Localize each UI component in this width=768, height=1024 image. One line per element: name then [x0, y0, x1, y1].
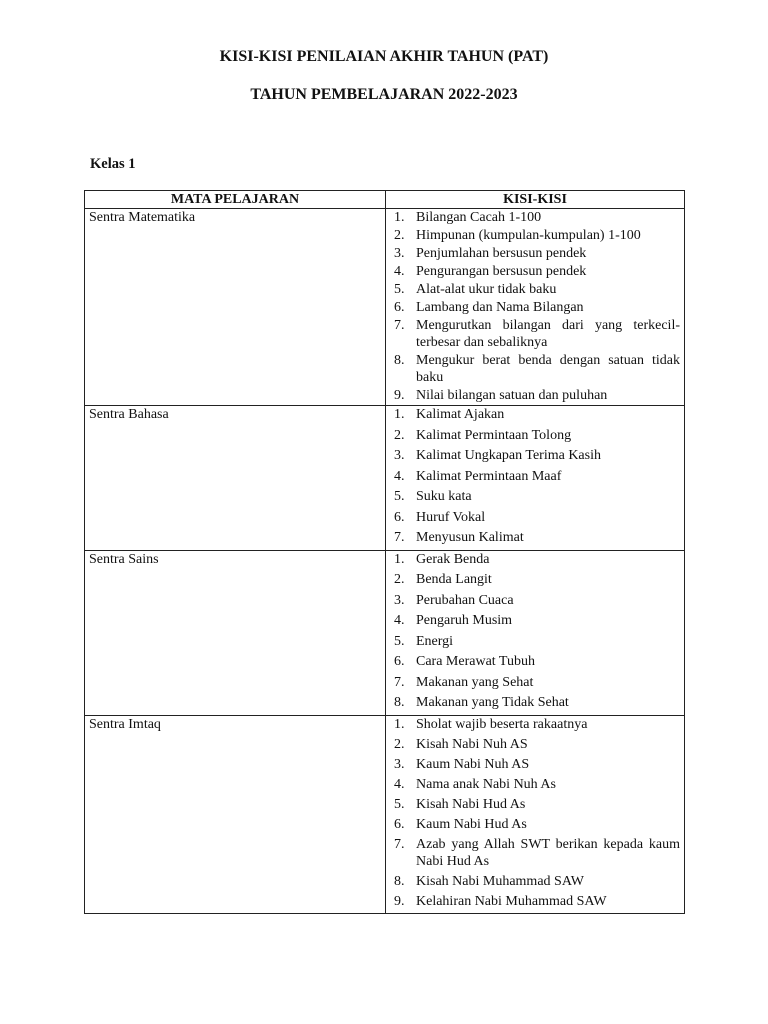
document-subtitle: TAHUN PEMBELAJARAN 2022-2023	[250, 86, 518, 103]
list-item-number: 5.	[394, 633, 405, 649]
list-item-text: Kalimat Ajakan	[416, 407, 505, 422]
list-item	[390, 509, 680, 526]
list-item-number: 1.	[394, 210, 405, 225]
kisi-kisi-cell	[386, 406, 685, 551]
list-item	[390, 893, 680, 910]
list-item	[390, 716, 680, 733]
list-item	[390, 571, 680, 588]
kisi-kisi-table	[84, 190, 685, 914]
list-item	[390, 529, 680, 546]
header-kisi-kisi: KISI-KISI	[386, 191, 685, 209]
list-item-number: 4.	[394, 613, 405, 628]
list-item	[390, 694, 680, 711]
document-title: KISI-KISI PENILAIAN AKHIR TAHUN (PAT)	[219, 48, 549, 65]
list-item-number: 5.	[394, 489, 405, 504]
list-item-text: Suku kata	[416, 489, 472, 504]
list-item-number: 9.	[394, 388, 405, 403]
list-item	[390, 263, 680, 280]
list-item	[390, 387, 680, 404]
list-item-number: 4.	[394, 468, 405, 484]
list-item-text: Kisah Nabi Hud As	[416, 796, 526, 812]
table-row	[85, 406, 685, 551]
list-item-text: Mengukur berat benda dengan satuan tidak baku	[416, 353, 680, 385]
list-item-number: 6.	[394, 816, 405, 832]
list-item-text: Benda Langit	[416, 572, 492, 587]
list-item	[390, 816, 680, 833]
list-item	[390, 427, 680, 444]
table-row	[85, 209, 685, 406]
list-item	[390, 299, 680, 316]
list-item-text: Penjumlahan bersusun pendek	[416, 246, 587, 261]
list-item-number: 6.	[394, 654, 405, 669]
list-item-text: Gerak Benda	[416, 551, 490, 567]
list-item-number: 7.	[394, 674, 405, 690]
list-item-text: Bilangan Cacah 1-100	[416, 210, 542, 225]
list-item-number: 4.	[394, 264, 405, 279]
list-item-number: 1.	[394, 716, 405, 732]
list-item	[390, 227, 680, 244]
list-item-number: 5.	[394, 796, 405, 812]
kisi-kisi-list	[390, 209, 680, 404]
kisi-kisi-cell	[386, 209, 685, 406]
list-item-text: Kisah Nabi Muhammad SAW	[416, 873, 585, 889]
list-item-text: Himpunan (kumpulan-kumpulan) 1-100	[416, 228, 641, 243]
list-item-number: 2.	[394, 228, 405, 243]
kisi-kisi-cell	[386, 550, 685, 715]
list-item	[390, 468, 680, 485]
list-item	[390, 406, 680, 423]
table-row	[85, 550, 685, 715]
list-item	[390, 612, 680, 629]
kisi-kisi-list	[390, 716, 680, 910]
list-item-number: 8.	[394, 695, 405, 710]
list-item	[390, 352, 680, 386]
list-item-text: Alat-alat ukur tidak baku	[416, 282, 557, 297]
list-item-number: 3.	[394, 246, 405, 261]
list-item-number: 2.	[394, 427, 405, 443]
list-item-number: 1.	[394, 551, 405, 567]
list-item-number: 2.	[394, 736, 405, 752]
list-item-text: Pengurangan bersusun pendek	[416, 264, 587, 279]
subject-cell: Sentra Matematika	[85, 209, 386, 406]
list-item	[390, 776, 680, 793]
list-item-text: Kelahiran Nabi Muhammad SAW	[416, 893, 607, 909]
header-mata-pelajaran: MATA PELAJARAN	[85, 191, 386, 209]
list-item-number: 9.	[394, 893, 405, 909]
subject-cell: Sentra Sains	[85, 550, 386, 715]
kisi-kisi-cell	[386, 715, 685, 913]
list-item	[390, 736, 680, 753]
list-item-text: Sholat wajib beserta rakaatnya	[416, 716, 588, 732]
list-item-number: 3.	[394, 448, 405, 463]
list-item-text: Kisah Nabi Nuh AS	[416, 736, 528, 752]
list-item-text: Azab yang Allah SWT berikan kepada kaum Nabi Hud As	[416, 836, 680, 869]
list-item	[390, 653, 680, 670]
list-item	[390, 317, 680, 351]
list-item-text: Kaum Nabi Nuh AS	[416, 756, 530, 772]
list-item	[390, 488, 680, 505]
list-item-number: 1.	[394, 407, 405, 422]
subject-cell: Sentra Bahasa	[85, 406, 386, 551]
list-item-text: Kaum Nabi Hud As	[416, 816, 527, 832]
kisi-kisi-list	[390, 406, 680, 546]
list-item-text: Kalimat Permintaan Tolong	[416, 427, 572, 443]
list-item	[390, 674, 680, 691]
list-item-number: 8.	[394, 873, 405, 889]
list-item	[390, 873, 680, 890]
list-item	[390, 796, 680, 813]
list-item-number: 7.	[394, 318, 405, 333]
class-label: Kelas 1	[90, 156, 136, 172]
table-header-row	[85, 191, 685, 209]
list-item-number: 6.	[394, 300, 405, 315]
list-item	[390, 281, 680, 298]
list-item-text: Mengurutkan bilangan dari yang terkecil-terbesar dan sebaliknya	[416, 318, 680, 350]
list-item-text: Kalimat Permintaan Maaf	[416, 468, 562, 484]
list-item-number: 4.	[394, 776, 405, 792]
list-item-text: Menyusun Kalimat	[416, 530, 524, 545]
list-item	[390, 756, 680, 773]
list-item-number: 3.	[394, 756, 405, 772]
list-item-text: Kalimat Ungkapan Terima Kasih	[416, 448, 601, 463]
list-item	[390, 245, 680, 262]
list-item	[390, 592, 680, 609]
list-item-number: 7.	[394, 530, 405, 545]
list-item-number: 3.	[394, 592, 405, 608]
list-item-text: Energi	[416, 633, 454, 649]
list-item	[390, 551, 680, 568]
list-item-number: 2.	[394, 572, 405, 587]
table-row	[85, 715, 685, 913]
list-item-text: Makanan yang Sehat	[416, 674, 534, 690]
list-item-text: Huruf Vokal	[416, 509, 486, 525]
list-item-text: Nilai bilangan satuan dan puluhan	[416, 388, 608, 403]
list-item	[390, 209, 680, 226]
list-item	[390, 447, 680, 464]
subject-cell: Sentra Imtaq	[85, 715, 386, 913]
list-item-number: 5.	[394, 282, 405, 297]
list-item-text: Makanan yang Tidak Sehat	[416, 695, 569, 710]
list-item-number: 7.	[394, 836, 405, 852]
list-item-text: Pengaruh Musim	[416, 613, 513, 628]
list-item	[390, 836, 680, 870]
list-item	[390, 633, 680, 650]
list-item-text: Perubahan Cuaca	[416, 592, 514, 608]
list-item-number: 6.	[394, 509, 405, 525]
kisi-kisi-list	[390, 551, 680, 712]
list-item-number: 8.	[394, 353, 405, 368]
list-item-text: Lambang dan Nama Bilangan	[416, 300, 584, 315]
list-item-text: Cara Merawat Tubuh	[416, 654, 535, 669]
list-item-text: Nama anak Nabi Nuh As	[416, 776, 556, 792]
